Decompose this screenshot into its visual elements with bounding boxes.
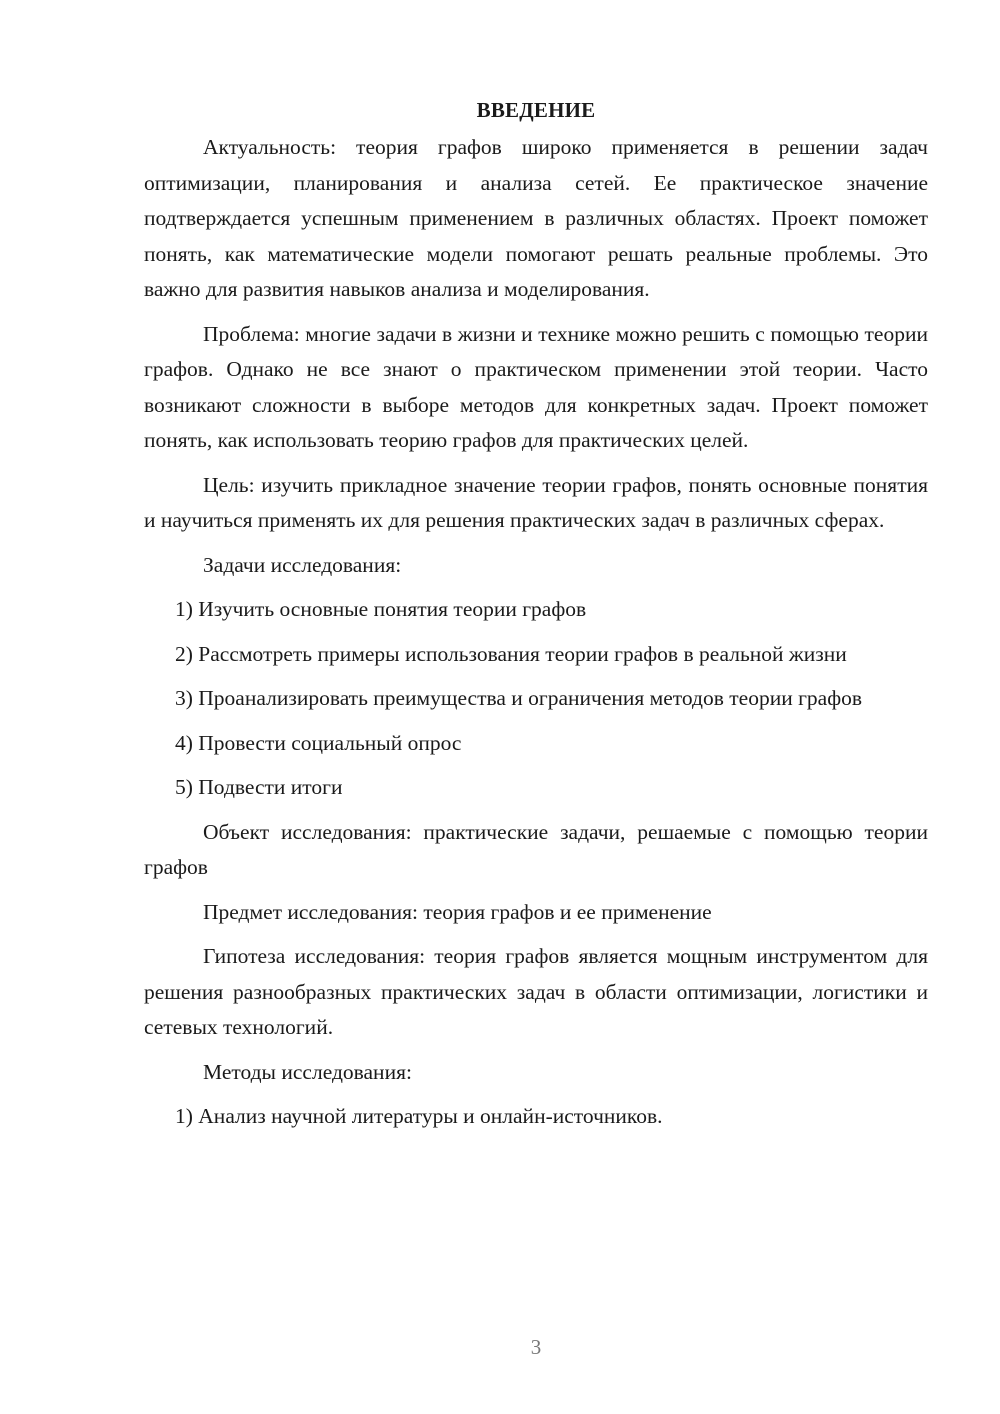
list-item-task-3: 3) Проанализировать преимущества и ограничения методов теории графов (175, 686, 863, 710)
list-item-task-5: 5) Подвести итоги (175, 775, 343, 799)
section-heading: ВВЕДЕНИЕ (476, 98, 596, 122)
list-item-task-1: 1) Изучить основные понятия теории графов (175, 597, 587, 621)
paragraph-methods-heading: Методы исследования: (203, 1059, 412, 1084)
list-item-method-1: 1) Анализ научной литературы и онлайн-источников. (175, 1104, 663, 1128)
list-item-task-2: 2) Рассмотреть примеры использования теории графов в реальной жизни (175, 641, 847, 666)
list-item-task-4: 4) Провести социальный опрос (175, 730, 462, 755)
paragraph-relevance: Актуальность: теория графов широко применяется в решении задач оптимизации, планирования и анализа сетей. Ее практическое значение подтверждается успешным применением в различных областях. Проект поможет понять, как математические модели помогают решать реальные проблемы. Это важно для развития навыков анализа и моделирования. (144, 135, 928, 301)
paragraph-object: Объект исследования: практические задачи, решаемые с помощью теории графов (144, 819, 928, 879)
paragraph-tasks-heading: Задачи исследования: (203, 552, 402, 577)
page-number: 3 (530, 1335, 542, 1359)
paragraph-subject: Предмет исследования: теория графов и ее применение (203, 899, 712, 924)
paragraph-hypothesis: Гипотеза исследования: теория графов является мощным инструментом для решения разнообразных практических задач в области оптимизации, логистики и сетевых технологий. (144, 944, 928, 1039)
paragraph-goal: Цель: изучить прикладное значение теории графов, понять основные понятия и научиться применять их для решения практических задач в различных сферах. (144, 472, 928, 532)
paragraph-problem: Проблема: многие задачи в жизни и технике можно решить с помощью теории графов. Однако не все знают о практическом применении этой теории. Часто возникают сложности в выборе методов для конкретных задач. Проект поможет понять, как использовать теорию графов для практических целей. (144, 321, 928, 452)
page-content (144, 92, 928, 1135)
